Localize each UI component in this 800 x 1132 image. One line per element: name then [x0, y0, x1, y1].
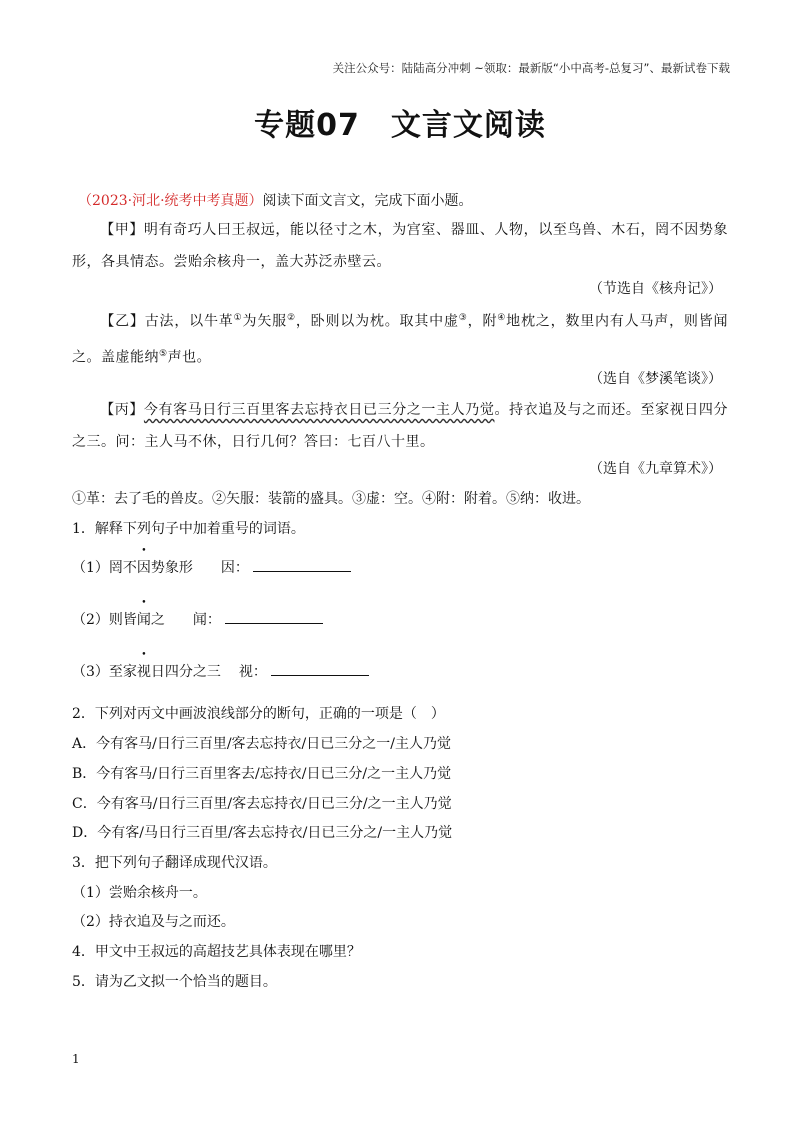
- emphasized-word: 闻: [136, 612, 151, 628]
- passage-jia-label: 【甲】: [100, 222, 144, 238]
- header-note: 关注公众号：陆陆高分冲刺 ~领取：最新版“小中高考-总复习”、最新试卷下载: [332, 61, 730, 75]
- question-1-item-1: [72, 557, 351, 577]
- answer-label: 闻：: [192, 612, 221, 628]
- footnote-marker-3: ③: [458, 313, 468, 323]
- intro-text: 阅读下面文言文，完成下面小题。: [262, 193, 473, 209]
- item-text-pre: 罔不: [108, 560, 137, 576]
- passage-bing-cite: （选自《九章算术》）: [589, 461, 722, 477]
- passage-yi-text-3: ，卧则以为枕。取其中虚: [295, 313, 459, 330]
- page-title: 专题07 文言文阅读: [254, 108, 546, 143]
- footnote-marker-5: ⑤: [159, 348, 168, 359]
- passage-bing-text: 。持衣追及与之而还。至家视日四分之三。问：主人马不休，日行几何？答曰：七百八十里。: [72, 402, 729, 450]
- answer-blank[interactable]: [253, 557, 351, 572]
- question-3-item-1: （1）尝贻余核舟一。: [72, 885, 207, 901]
- item-text-post: 日四分之三: [150, 664, 221, 680]
- question-3-stem: 3．把下列句子翻译成现代汉语。: [72, 855, 277, 871]
- answer-blank[interactable]: [271, 661, 369, 676]
- passage-yi-text-4: ，附: [467, 313, 498, 330]
- emphasized-word: 视: [136, 664, 151, 680]
- passage-yi-cite: （选自《梦溪笔谈》）: [589, 371, 722, 387]
- footnote-marker-2: ②: [286, 313, 296, 323]
- passage-yi-text-6: 声也。: [167, 349, 212, 366]
- item-text-pre: 则皆: [108, 612, 137, 628]
- item-text-pre: 至家: [108, 664, 137, 680]
- footnote-marker-4: ④: [497, 313, 507, 323]
- wavy-underlined-text: 今有客马日行三百里客去忘持衣日已三分之一主人乃觉: [143, 402, 495, 418]
- passage-yi-text-2: 为矢服: [242, 313, 287, 330]
- passage-jia-text: 明有奇巧人曰王叔远，能以径寸之木，为宫室、器皿、人物，以至鸟兽、木石，罔不因势象形，各具情态。尝贻余核舟一，盖大苏泛赤壁云。: [72, 222, 729, 270]
- exam-source: （2023·河北·统考中考真题）: [78, 193, 263, 209]
- item-number: （2）: [72, 612, 109, 628]
- passage-yi-label: 【乙】: [100, 313, 145, 330]
- question-3-item-2: （2）持衣追及与之而还。: [72, 914, 235, 930]
- passage-yi-text-5: 地枕之，数里内有人马声，则皆闻之。盖虚能纳: [72, 313, 729, 366]
- question-1-item-3: [72, 661, 369, 681]
- item-text-post: 之: [150, 612, 165, 628]
- passage-bing: [72, 394, 728, 458]
- answer-label: 视：: [238, 664, 267, 680]
- intro-line: [78, 190, 473, 210]
- option-a[interactable]: A．今有客马/日行三百里/客去忘持衣/日已三分之一/主人乃觉: [72, 736, 451, 752]
- question-5: 5．请为乙文拟一个恰当的题目。: [72, 974, 277, 990]
- question-2-stem: 2．下列对丙文中画波浪线部分的断句，正确的一项是（ ）: [72, 706, 445, 722]
- answer-blank[interactable]: [225, 609, 323, 624]
- option-c[interactable]: C．今有客马/日行三百里/客去忘持衣/日已三分/之一主人乃觉: [72, 796, 452, 812]
- passage-jia-cite: （节选自《核舟记》）: [589, 281, 722, 297]
- option-b[interactable]: B．今有客马/日行三百里客去/忘持衣/日已三分/之一主人乃觉: [72, 766, 452, 782]
- answer-label: 因：: [220, 560, 249, 576]
- passage-jia: [72, 214, 728, 278]
- emphasized-word: 因: [136, 560, 151, 576]
- item-number: （3）: [72, 664, 109, 680]
- item-text-post: 势象形: [150, 560, 193, 576]
- passage-bing-label: 【丙】: [100, 402, 144, 418]
- footnote-marker-1: ①: [233, 313, 243, 323]
- question-1-stem: 1．解释下列句子中加着重号的词语。: [72, 521, 305, 537]
- option-d[interactable]: D．今有客/马日行三百里/客去忘持衣/日已三分之/一主人乃觉: [72, 825, 453, 841]
- footnotes: ①革：去了毛的兽皮。②矢服：装箭的盛具。③虚：空。④附：附着。⑤纳：收进。: [72, 491, 590, 507]
- passage-yi: [72, 302, 728, 373]
- question-4: 4．甲文中王叔远的高超技艺具体表现在哪里？: [72, 944, 361, 960]
- page-number: 1: [72, 1052, 80, 1066]
- question-1-item-2: [72, 609, 323, 629]
- passage-yi-text-1: 古法，以牛革: [144, 313, 234, 330]
- item-number: （1）: [72, 560, 109, 576]
